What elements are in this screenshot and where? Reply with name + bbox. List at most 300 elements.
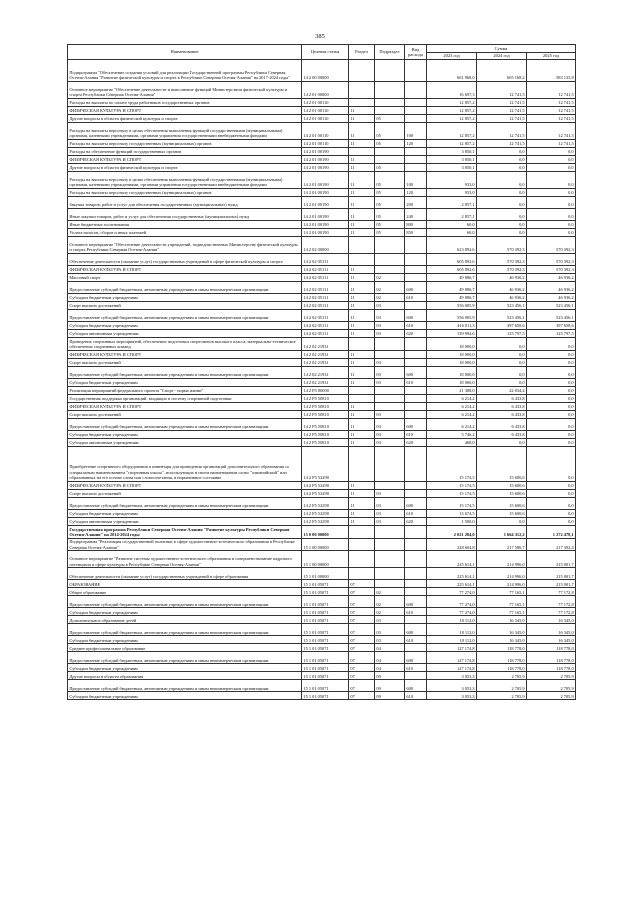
table-row <box>68 330 576 338</box>
cell-code: 14 2 02 21931 <box>302 350 349 358</box>
header-year-2: 2024 год <box>477 52 527 60</box>
cell-section: 07 <box>349 636 375 644</box>
cell-2024: 0,0 <box>477 197 527 209</box>
cell-exp-type <box>405 99 427 107</box>
cell-exp-type: 850 <box>405 229 427 237</box>
cell-name: Общее образование <box>68 588 302 596</box>
table-row <box>68 652 576 664</box>
cell-code: 14 2 01 00110 <box>302 123 349 140</box>
cell-section: 11 <box>349 282 375 294</box>
cell-section: 07 <box>349 652 375 664</box>
cell-name: ФИЗИЧЕСКАЯ КУЛЬТУРА И СПОРТ <box>68 107 302 115</box>
cell-code: 14 2 01 00190 <box>302 148 349 156</box>
table-row <box>68 644 576 652</box>
table-row <box>68 580 576 588</box>
cell-subsection: 03 <box>375 410 405 418</box>
cell-section: 07 <box>349 664 375 672</box>
cell-2024: 605 168,2 <box>477 60 527 82</box>
cell-2024: 6 433,8 <box>477 418 527 430</box>
cell-2024: 12 741,5 <box>477 115 527 123</box>
cell-2024: 214 996,0 <box>477 551 527 568</box>
cell-2023: 3 053,3 <box>427 692 477 700</box>
cell-subsection <box>375 237 405 254</box>
cell-2025: 0,0 <box>527 410 576 418</box>
cell-exp-type: 600 <box>405 366 427 378</box>
cell-2025: 12 741,5 <box>527 140 576 148</box>
cell-section: 11 <box>349 517 375 525</box>
cell-name: Предоставление субсидий бюджетным, автономным учреждениям и иным некоммерческим организациям <box>68 624 302 636</box>
cell-section: 11 <box>349 410 375 418</box>
table-row <box>68 322 576 330</box>
cell-2024: 46 936,2 <box>477 294 527 302</box>
cell-code: 14 2 01 00190 <box>302 229 349 237</box>
cell-2024: 77 165,1 <box>477 608 527 616</box>
cell-2024: 570 392,3 <box>477 254 527 266</box>
table-row <box>68 237 576 254</box>
table-row <box>68 402 576 410</box>
table-row <box>68 692 576 700</box>
table-row <box>68 497 576 509</box>
cell-subsection <box>375 538 405 551</box>
cell-code: 14 2 02 05111 <box>302 266 349 274</box>
cell-2025: 0,0 <box>527 229 576 237</box>
cell-code: 14 2 01 00110 <box>302 99 349 107</box>
cell-section <box>349 338 375 351</box>
cell-2024: 0,0 <box>477 221 527 229</box>
cell-2024: 77 165,1 <box>477 588 527 596</box>
cell-2025: 46 936,2 <box>527 282 576 294</box>
cell-2024: 523 456,1 <box>477 310 527 322</box>
cell-exp-type: 100 <box>405 172 427 189</box>
cell-section <box>349 60 375 82</box>
cell-exp-type <box>405 568 427 580</box>
cell-section: 07 <box>349 596 375 608</box>
cell-2024: 0,0 <box>477 378 527 386</box>
cell-section: 07 <box>349 580 375 588</box>
cell-2025: 16 345,0 <box>527 616 576 624</box>
cell-code: 14 2 P5 52290 <box>302 446 349 481</box>
cell-section <box>349 237 375 254</box>
cell-name: Спорт высших достижений <box>68 358 302 366</box>
cell-code: 14 2 01 00190 <box>302 164 349 172</box>
cell-exp-type: 610 <box>405 294 427 302</box>
cell-2025: 0,0 <box>527 438 576 446</box>
table-row <box>68 489 576 497</box>
cell-subsection: 03 <box>375 430 405 438</box>
table-row <box>68 115 576 123</box>
cell-exp-type <box>405 82 427 99</box>
cell-code: 15 1 01 05071 <box>302 580 349 588</box>
cell-2023: 933,0 <box>427 189 477 197</box>
cell-subsection: 04 <box>375 664 405 672</box>
cell-name: Предоставление субсидий бюджетным, автономным учреждениям и иным некоммерческим организациям <box>68 418 302 430</box>
cell-name: Предоставление субсидий бюджетным, автономным учреждениям и иным некоммерческим организациям <box>68 366 302 378</box>
cell-section: 11 <box>349 302 375 310</box>
cell-2024: 118 778,0 <box>477 664 527 672</box>
cell-name: Субсидии бюджетным учреждениям <box>68 608 302 616</box>
cell-exp-type: 240 <box>405 209 427 221</box>
cell-2023: 933,0 <box>427 172 477 189</box>
cell-2023: 127 174,8 <box>427 664 477 672</box>
cell-name: Обеспечение деятельности (оказание услуг) государственных учреждений в сфере физической культуры и спорта <box>68 254 302 266</box>
cell-subsection <box>375 394 405 402</box>
cell-subsection <box>375 99 405 107</box>
cell-2024: 0,0 <box>477 164 527 172</box>
table-row <box>68 229 576 237</box>
cell-subsection: 05 <box>375 140 405 148</box>
cell-2023: 21 388,0 <box>427 386 477 394</box>
cell-2023: 77 274,0 <box>427 608 477 616</box>
cell-2025: 2 705,9 <box>527 680 576 692</box>
cell-2025: 0,0 <box>527 509 576 517</box>
table-row <box>68 358 576 366</box>
cell-section: 11 <box>349 430 375 438</box>
cell-code: 14 2 P5 50810 <box>302 438 349 446</box>
cell-exp-type <box>405 302 427 310</box>
cell-section: 11 <box>349 189 375 197</box>
cell-exp-type <box>405 254 427 266</box>
cell-exp-type <box>405 107 427 115</box>
cell-2025: 0,0 <box>527 386 576 394</box>
cell-2025: 217 392,4 <box>527 538 576 551</box>
cell-section: 07 <box>349 644 375 652</box>
cell-code: 15 1 01 05071 <box>302 652 349 664</box>
cell-2025: 1 272 478,1 <box>527 525 576 538</box>
cell-2023: 127 174,8 <box>427 652 477 664</box>
cell-2025: 397 658,6 <box>527 322 576 330</box>
cell-subsection <box>375 551 405 568</box>
table-row <box>68 302 576 310</box>
cell-2023: 18 112,0 <box>427 636 477 644</box>
cell-name: Основное мероприятие "Развитие системы художественно-эстетического образования и совершенствование кадрового потенциала в сфере культуры в Республике Северная Осетия-Алания" <box>68 551 302 568</box>
cell-2023: 18 000,0 <box>427 366 477 378</box>
cell-exp-type <box>405 644 427 652</box>
cell-section: 11 <box>349 294 375 302</box>
cell-name: ФИЗИЧЕСКАЯ КУЛЬТУРА И СПОРТ <box>68 402 302 410</box>
cell-section: 11 <box>349 489 375 497</box>
cell-2024: 125 797,5 <box>477 330 527 338</box>
cell-2024: 397 658,6 <box>477 322 527 330</box>
cell-2025: 523 456,1 <box>527 310 576 322</box>
cell-section <box>349 446 375 481</box>
cell-code: 14 2 00 00000 <box>302 60 349 82</box>
cell-2024: 570 392,3 <box>477 237 527 254</box>
cell-2024: 523 456,1 <box>477 302 527 310</box>
cell-subsection: 05 <box>375 221 405 229</box>
table-header <box>68 45 576 60</box>
cell-2025: 0,0 <box>527 358 576 366</box>
table-row <box>68 107 576 115</box>
cell-name: ОБРАЗОВАНИЕ <box>68 580 302 588</box>
cell-exp-type <box>405 551 427 568</box>
cell-code: 14 2 P5 50810 <box>302 394 349 402</box>
cell-2024: 0,0 <box>477 358 527 366</box>
cell-2023: 661 968,0 <box>427 60 477 82</box>
cell-section: 11 <box>349 197 375 209</box>
table-row <box>68 189 576 197</box>
cell-2025: 0,0 <box>527 338 576 351</box>
cell-subsection <box>375 481 405 489</box>
cell-subsection <box>375 156 405 164</box>
cell-subsection: 03 <box>375 378 405 386</box>
table-row <box>68 266 576 274</box>
cell-2024: 0,0 <box>477 366 527 378</box>
table-row <box>68 588 576 596</box>
table-row <box>68 394 576 402</box>
cell-section: 11 <box>349 378 375 386</box>
cell-2023: 225 614,1 <box>427 551 477 568</box>
cell-exp-type <box>405 386 427 394</box>
cell-2023: 77 274,0 <box>427 596 477 608</box>
header-section: Раздел <box>349 45 375 60</box>
cell-name: ФИЗИЧЕСКАЯ КУЛЬТУРА И СПОРТ <box>68 266 302 274</box>
table-row <box>68 672 576 680</box>
cell-2025: 2 705,9 <box>527 672 576 680</box>
cell-2024: 570 392,3 <box>477 266 527 274</box>
cell-code: 14 2 P5 50810 <box>302 418 349 430</box>
table-row <box>68 294 576 302</box>
cell-name: Субсидии бюджетным учреждениям <box>68 378 302 386</box>
cell-code: 14 2 02 21931 <box>302 338 349 351</box>
cell-code: 14 2 01 00190 <box>302 197 349 209</box>
cell-code: 15 1 01 05071 <box>302 588 349 596</box>
cell-2024: 15 600,6 <box>477 497 527 509</box>
cell-2024: 0,0 <box>477 189 527 197</box>
cell-name: Обеспечение деятельности (оказание услуг) государственных учреждений в сфере образования <box>68 568 302 580</box>
table-row <box>68 350 576 358</box>
cell-code: 14 2 02 21931 <box>302 366 349 378</box>
cell-name: Субсидии бюджетным учреждениям <box>68 664 302 672</box>
cell-section <box>349 99 375 107</box>
cell-2024: 15 600,6 <box>477 446 527 481</box>
cell-code: 15 1 01 05071 <box>302 616 349 624</box>
cell-2025: 12 741,5 <box>527 99 576 107</box>
cell-subsection: 03 <box>375 310 405 322</box>
cell-2025: 570 392,3 <box>527 237 576 254</box>
cell-name: Субсидии автономным учреждениям <box>68 330 302 338</box>
cell-name: Расходы на выплаты персоналу в целях обеспечения выполнения функций государственными (муниципальными) органами, казенными учреждениями, органами управления государственными внебюджетными фондами <box>68 123 302 140</box>
cell-section: 11 <box>349 107 375 115</box>
table-row <box>68 568 576 580</box>
cell-section: 11 <box>349 418 375 430</box>
cell-subsection <box>375 148 405 156</box>
cell-exp-type: 200 <box>405 197 427 209</box>
cell-2023: 18 112,0 <box>427 624 477 636</box>
table-row <box>68 438 576 446</box>
cell-name: Приобретение спортивного оборудования и инвентаря для приведения организаций дополнительного образования со специальным наименованием "спортивная школа", использующих в своем наименовании слово "олимпийский" или образованных на его основе слова или словосочетания, в нормативное состояние <box>68 446 302 481</box>
cell-code: 15 1 00 00000 <box>302 538 349 551</box>
cell-2025: 77 172,8 <box>527 608 576 616</box>
cell-2024: 214 996,0 <box>477 568 527 580</box>
cell-name: Спорт высших достижений <box>68 302 302 310</box>
table-row <box>68 282 576 294</box>
cell-code: 14 2 02 21931 <box>302 378 349 386</box>
cell-2023: 77 274,0 <box>427 588 477 596</box>
cell-2025: 0,0 <box>527 481 576 489</box>
table-row <box>68 60 576 82</box>
cell-code: 14 2 01 00110 <box>302 107 349 115</box>
cell-exp-type: 610 <box>405 322 427 330</box>
cell-2023: 12 857,2 <box>427 115 477 123</box>
table-row <box>68 148 576 156</box>
cell-2023: 139 994,6 <box>427 330 477 338</box>
cell-exp-type <box>405 489 427 497</box>
cell-section: 11 <box>349 229 375 237</box>
cell-2023: 18 000,0 <box>427 338 477 351</box>
cell-name: Субсидии автономным учреждениям <box>68 438 302 446</box>
cell-name: Уплата налогов, сборов и иных платежей <box>68 229 302 237</box>
cell-name: Подпрограмма "Реализация государственной политики в сфере художественно-эстетического образования в Республике Северная Осетия-Алания" <box>68 538 302 551</box>
cell-name: ФИЗИЧЕСКАЯ КУЛЬТУРА И СПОРТ <box>68 481 302 489</box>
table-row <box>68 123 576 140</box>
cell-2024: 6 433,8 <box>477 402 527 410</box>
cell-2024: 0,0 <box>477 517 527 525</box>
cell-code: 14 2 01 00190 <box>302 172 349 189</box>
cell-2023: 60,0 <box>427 221 477 229</box>
cell-2025: 0,0 <box>527 164 576 172</box>
cell-subsection: 03 <box>375 418 405 430</box>
cell-code: 14 2 P5 52290 <box>302 497 349 509</box>
table-row <box>68 140 576 148</box>
cell-2023: 3 850,1 <box>427 148 477 156</box>
cell-name: Субсидии бюджетным учреждениям <box>68 509 302 517</box>
cell-code: 15 0 00 00000 <box>302 525 349 538</box>
cell-code: 14 2 P5 52290 <box>302 517 349 525</box>
cell-code: 14 2 02 05111 <box>302 322 349 330</box>
cell-2023: 6 214,2 <box>427 402 477 410</box>
cell-subsection: 04 <box>375 644 405 652</box>
cell-code: 14 2 01 00110 <box>302 140 349 148</box>
cell-section: 07 <box>349 588 375 596</box>
cell-exp-type: 600 <box>405 680 427 692</box>
cell-2025: 12 741,5 <box>527 82 576 99</box>
cell-exp-type <box>405 446 427 481</box>
cell-2025: 2 705,9 <box>527 692 576 700</box>
cell-section: 11 <box>349 140 375 148</box>
cell-2023: 12 857,2 <box>427 140 477 148</box>
cell-exp-type: 620 <box>405 517 427 525</box>
cell-name: Другие вопросы в области физической культуры и спорта <box>68 115 302 123</box>
cell-name: Спорт высших достижений <box>68 489 302 497</box>
cell-subsection <box>375 402 405 410</box>
cell-2024: 0,0 <box>477 350 527 358</box>
cell-code: 15 1 01 05071 <box>302 596 349 608</box>
cell-2024: 0,0 <box>477 156 527 164</box>
cell-name: Основное мероприятие "Обеспечение деятельности и выполнение функций Министерством физической культуры и спорта Республики Северная Осетия-Алания" <box>68 82 302 99</box>
cell-subsection: 05 <box>375 115 405 123</box>
cell-subsection: 09 <box>375 672 405 680</box>
cell-2025: 0,0 <box>527 402 576 410</box>
cell-exp-type: 610 <box>405 664 427 672</box>
cell-2024: 217 586,7 <box>477 538 527 551</box>
cell-2023: 556 005,9 <box>427 302 477 310</box>
header-code: Целевая статья <box>302 45 349 60</box>
cell-exp-type <box>405 115 427 123</box>
cell-2023: 49 886,7 <box>427 294 477 302</box>
cell-subsection: 03 <box>375 509 405 517</box>
cell-section: 11 <box>349 221 375 229</box>
table-row <box>68 430 576 438</box>
header-exp-type: Вид расхода <box>405 45 427 60</box>
cell-subsection: 03 <box>375 322 405 330</box>
cell-2024: 22 034,4 <box>477 386 527 394</box>
table-row <box>68 410 576 418</box>
cell-name: Проведение спортивных мероприятий, обеспечение подготовки спортсменов высокого класса, материально-техническое обеспечение спортивных команд <box>68 338 302 351</box>
cell-subsection <box>375 350 405 358</box>
cell-section <box>349 568 375 580</box>
cell-subsection: 04 <box>375 652 405 664</box>
cell-2025: 0,0 <box>527 517 576 525</box>
cell-2023: 127 174,8 <box>427 644 477 652</box>
cell-section: 11 <box>349 366 375 378</box>
cell-section: 07 <box>349 624 375 636</box>
cell-code: 14 2 02 05111 <box>302 302 349 310</box>
cell-2023: 15 174,5 <box>427 446 477 481</box>
cell-section <box>349 386 375 394</box>
cell-2023: 2 021 284,0 <box>427 525 477 538</box>
cell-2025: 0,0 <box>527 221 576 229</box>
cell-name: Предоставление субсидий бюджетным, автономным учреждениям и иным некоммерческим организациям <box>68 282 302 294</box>
cell-exp-type: 620 <box>405 330 427 338</box>
header-name: Наименование <box>68 45 302 60</box>
cell-name: Субсидии бюджетным учреждениям <box>68 636 302 644</box>
cell-subsection: 03 <box>375 438 405 446</box>
cell-section <box>349 394 375 402</box>
cell-name: Предоставление субсидий бюджетным, автономным учреждениям и иным некоммерческим организациям <box>68 652 302 664</box>
cell-2025: 16 345,0 <box>527 624 576 636</box>
cell-code: 14 2 P5 50810 <box>302 430 349 438</box>
table-row <box>68 481 576 489</box>
cell-name: Субсидии бюджетным учреждениям <box>68 430 302 438</box>
cell-2023: 18 112,0 <box>427 616 477 624</box>
cell-2024: 12 741,5 <box>477 123 527 140</box>
cell-code: 15 1 00 00000 <box>302 551 349 568</box>
cell-name: Расходы на выплаты по оплате труда работников государственных органов <box>68 99 302 107</box>
table-row <box>68 616 576 624</box>
table-row <box>68 680 576 692</box>
cell-code: 15 1 01 05071 <box>302 608 349 616</box>
cell-exp-type <box>405 580 427 588</box>
cell-exp-type <box>405 156 427 164</box>
cell-code: 14 2 02 21931 <box>302 358 349 366</box>
cell-code: 14 2 01 00190 <box>302 221 349 229</box>
cell-2024: 12 741,5 <box>477 107 527 115</box>
table-row <box>68 82 576 99</box>
cell-2024: 0,0 <box>477 148 527 156</box>
cell-2024: 15 600,6 <box>477 481 527 489</box>
cell-2025: 46 936,2 <box>527 274 576 282</box>
cell-section: 11 <box>349 509 375 517</box>
cell-2025: 0,0 <box>527 446 576 481</box>
cell-2025: 0,0 <box>527 172 576 189</box>
header-sum: Сумма <box>427 45 576 53</box>
cell-section: 11 <box>349 164 375 172</box>
cell-subsection <box>375 580 405 588</box>
cell-2023: 15 174,5 <box>427 481 477 489</box>
cell-2023: 12 857,2 <box>427 99 477 107</box>
cell-subsection <box>375 338 405 351</box>
cell-code: 15 1 01 05071 <box>302 644 349 652</box>
cell-2024: 12 741,5 <box>477 140 527 148</box>
cell-2024: 0,0 <box>477 438 527 446</box>
cell-exp-type <box>405 60 427 82</box>
cell-section: 11 <box>349 209 375 221</box>
cell-2025: 12 741,5 <box>527 123 576 140</box>
cell-exp-type <box>405 672 427 680</box>
cell-exp-type: 600 <box>405 418 427 430</box>
cell-2023: 228 604,8 <box>427 538 477 551</box>
cell-exp-type <box>405 237 427 254</box>
